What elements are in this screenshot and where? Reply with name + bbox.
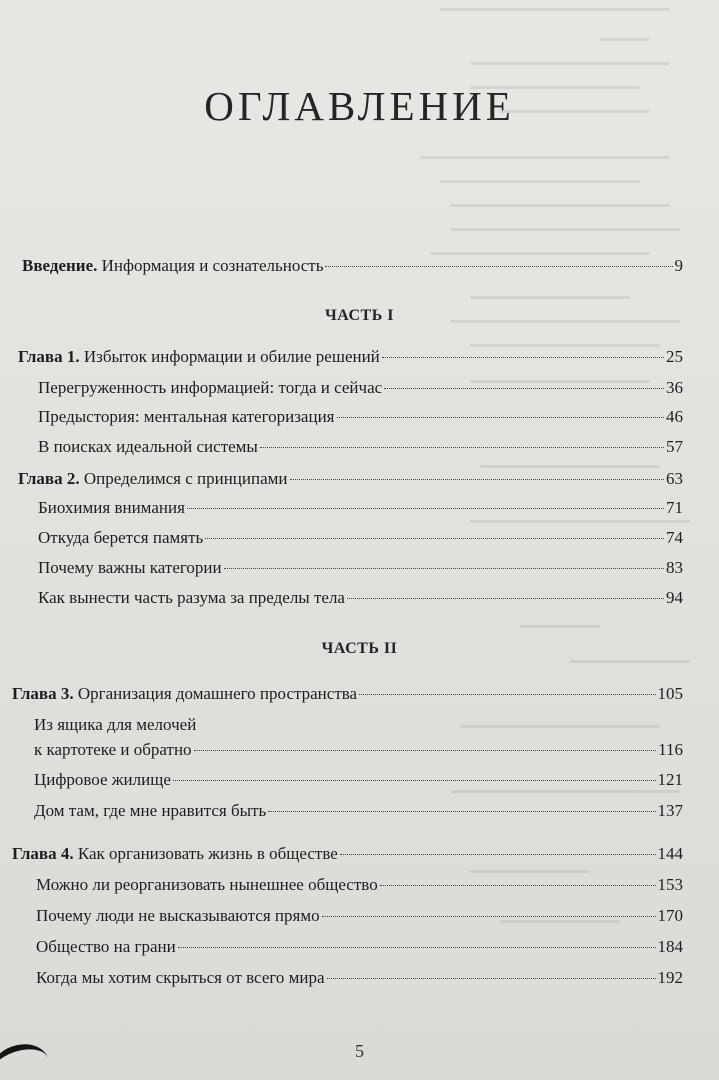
leader-dots [327,978,656,979]
chapter-label: Глава 2. [18,469,80,488]
leader-dots [260,447,664,448]
section-title: Дом там, где мне нравится быть [34,801,267,820]
toc-section [38,406,683,428]
chapter-label: Глава 1. [18,347,80,366]
leader-dots [337,417,665,418]
toc-section [36,874,683,896]
section-title: Общество на грани [36,937,176,956]
section-title: Почему важны категории [38,558,222,577]
section-page: 57 [666,437,683,456]
leader-dots [205,538,664,539]
section-page: 74 [666,528,683,547]
leader-dots [384,388,664,389]
chapter-title: Как организовать жизнь в обществе [77,844,338,863]
leader-dots [380,885,656,886]
toc-section [36,936,683,958]
toc-chapter-2 [18,468,683,490]
section-page: 192 [657,968,683,987]
section-title: Биохимия внимания [38,498,185,517]
section-page: 46 [666,407,683,426]
toc-section [38,497,683,519]
leader-dots [173,780,656,781]
section-title: Откуда берется память [38,528,204,547]
section-page: 137 [657,801,683,820]
page-title: ОГЛАВЛЕНИЕ [204,83,515,129]
toc-section [34,739,683,761]
chapter-page: 105 [657,684,683,703]
leader-dots [224,568,664,569]
toc-section [36,967,683,989]
section-page: 184 [657,937,683,956]
section-page: 116 [658,740,683,759]
leader-dots [347,598,664,599]
section-title: Предыстория: ментальная категоризация [38,407,335,426]
toc-chapter-4 [12,843,683,865]
leader-dots [187,508,664,509]
page-number: 5 [355,1041,364,1061]
toc-section [38,587,683,609]
section-title: Когда мы хотим скрыться от всего мира [36,968,325,987]
toc-section [36,905,683,927]
section-page: 83 [666,558,683,577]
chapter-title: Определимся с принципами [83,469,288,488]
leader-dots [359,694,655,695]
leader-dots [178,947,656,948]
chapter-page: 63 [666,469,683,488]
intro-label: Введение. [22,256,98,275]
toc-chapter-1 [18,346,683,368]
section-page: 36 [666,378,683,397]
leader-dots [340,854,656,855]
section-title: Перегруженность информацией: тогда и сейчас [38,378,383,397]
intro-page: 9 [674,256,683,275]
section-title: В поисках идеальной системы [38,437,258,456]
toc-section [38,557,683,579]
chapter-page: 25 [666,347,683,366]
toc-section [34,800,683,822]
leader-dots [382,357,664,358]
leader-dots [325,266,672,267]
section-title: Цифровое жилище [34,770,171,789]
leader-dots [194,750,657,751]
section-title-first-line: Из ящика для мелочей [34,715,197,734]
toc-section [38,436,683,458]
section-title: Можно ли реорганизовать нынешнее общество [36,875,378,894]
leader-dots [268,811,655,812]
toc-section [34,769,683,791]
intro-title: Информация и сознательность [101,256,324,275]
toc-section [38,527,683,549]
section-title: Как вынести часть разума за пределы тела [38,588,345,607]
section-page: 170 [657,906,683,925]
part-1-heading: ЧАСТЬ I [324,307,395,324]
section-page: 71 [666,498,683,517]
section-title: Почему люди не высказываются прямо [36,906,320,925]
chapter-label: Глава 3. [12,684,74,703]
part-2-heading: ЧАСТЬ II [321,640,398,657]
chapter-title: Избыток информации и обилие решений [83,347,380,366]
chapter-title: Организация домашнего пространства [77,684,358,703]
leader-dots [322,916,656,917]
toc-intro [22,255,683,277]
toc-chapter-3 [12,683,683,705]
chapter-label: Глава 4. [12,844,74,863]
section-page: 153 [657,875,683,894]
section-page: 121 [657,770,683,789]
toc-section [38,377,683,399]
leader-dots [290,479,664,480]
section-page: 94 [666,588,683,607]
section-title: к картотеке и обратно [34,740,192,759]
chapter-page: 144 [657,844,683,863]
